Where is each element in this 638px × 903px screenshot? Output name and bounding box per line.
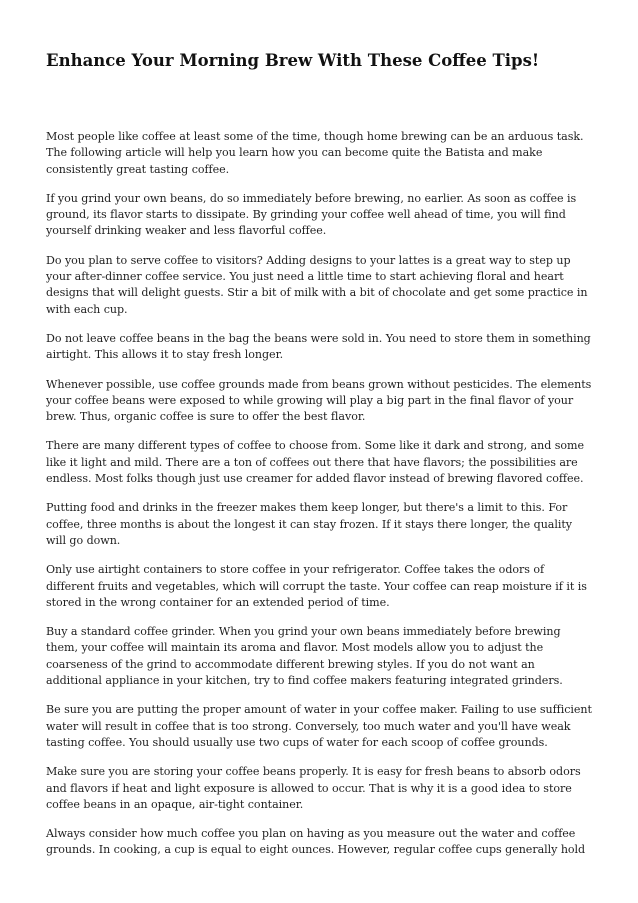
paragraph: Do not leave coffee beans in the bag the beans were sold in. You need to store them in something airtight. This allows it to stay fresh longer.: [46, 331, 591, 362]
document-body: [46, 129, 594, 859]
paragraph: There are many different types of coffee to choose from. Some like it dark and strong, and some like it light and mild. There are a ton of coffees out there that have flavors; the possibilities are endless. Most folks though just use creamer for added flavor instead of brewing flavored coffee.: [46, 439, 585, 486]
paragraph: Do you plan to serve coffee to visitors? Adding designs to your lattes is a great way to step up your after-dinner coffee service. You just need a little time to start achieving floral and heart designs that will delight guests. Stir a bit of milk with a bit of chocolate and get some practice in with each cup.: [46, 253, 588, 316]
paragraph: Only use airtight containers to store coffee in your refrigerator. Coffee takes the odors of different fruits and vegetables, which will corrupt the taste. Your coffee can reap moisture if it is stored in the wrong container for an extended period of time.: [46, 563, 587, 609]
paragraph: Whenever possible, use coffee grounds made from beans grown without pesticides. The elements your coffee beans were exposed to while growing will play a big part in the final flavor of your brew. Thus, organic coffee is sure to offer the best flavor.: [46, 377, 592, 424]
paragraph: Putting food and drinks in the freezer makes them keep longer, but there's a limit to this. For coffee, three months is about the longest it can stay frozen. If it stays there longer, the quality will go down.: [46, 501, 572, 547]
paragraph: Buy a standard coffee grinder. When you grind your own beans immediately before brewing them, your coffee will maintain its aroma and flavor. Most models allow you to adjust the coarseness of the grind to accommodate different brewing styles. If you do not want an additional appliance in your kitchen, try to find coffee makers featuring integrated grinders.: [46, 625, 563, 688]
paragraph: If you grind your own beans, do so immediately before brewing, no earlier. As soon as coffee is ground, its flavor starts to dissipate. By grinding your coffee well ahead of time, you will find yourself drinking weaker and less flavorful coffee.: [46, 191, 577, 238]
paragraph: Always consider how much coffee you plan on having as you measure out the water and coffee grounds. In cooking, a cup is equal to eight ounces. However, regular coffee cups generally hold: [46, 827, 586, 857]
document-title: Enhance Your Morning Brew With These Coffee Tips!: [46, 51, 540, 70]
paragraph: Most people like coffee at least some of the time, though home brewing can be an arduous task. The following article will help you learn how you can become quite the Batista and make consistently great tasting coffee.: [46, 130, 584, 176]
paragraph: Make sure you are storing your coffee beans properly. It is easy for fresh beans to absorb odors and flavors if heat and light exposure is allowed to occur. That is why it is a good idea to store coffee beans in an opaque, air-tight container.: [46, 765, 581, 811]
paragraph: Be sure you are putting the proper amount of water in your coffee maker. Failing to use sufficient water will result in coffee that is too strong. Conversely, too much water and you'll have weak tasting coffee. You should usually use two cups of water for each scoop of coffee grounds.: [46, 703, 592, 749]
document-page: [46, 50, 594, 872]
